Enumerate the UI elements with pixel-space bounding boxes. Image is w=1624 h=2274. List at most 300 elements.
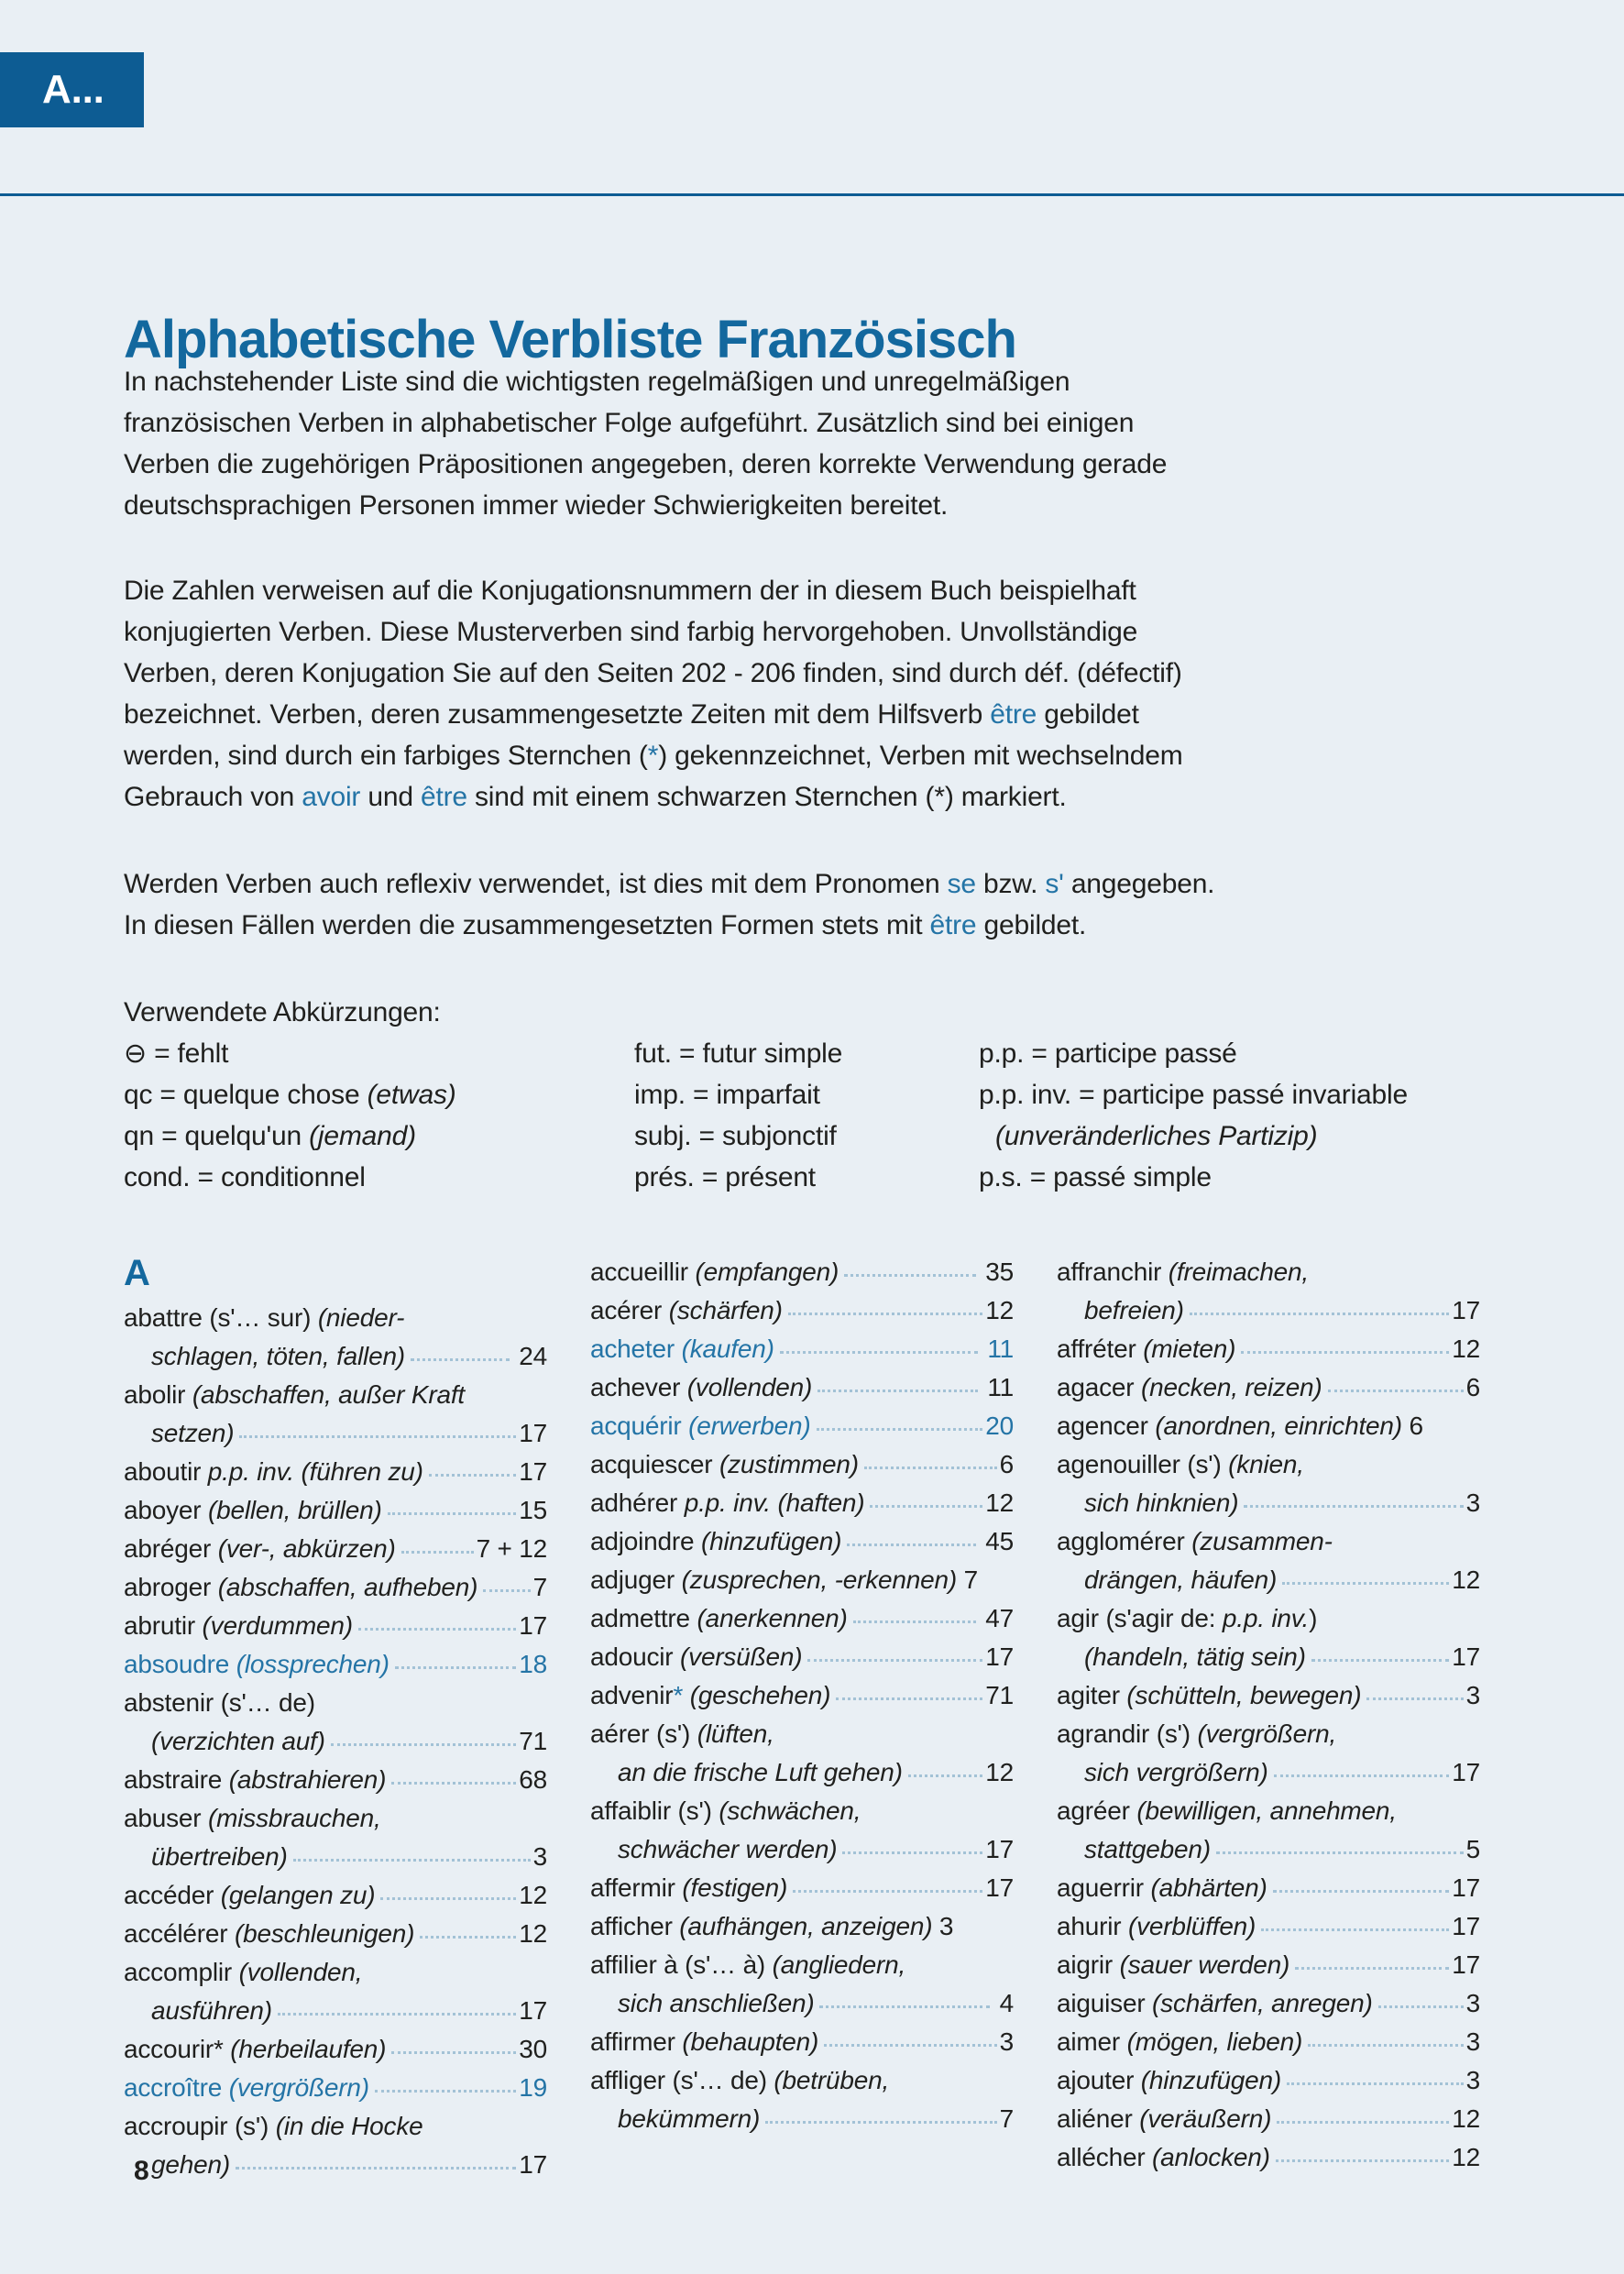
abbreviations-section xyxy=(124,992,1624,1198)
verb-entry xyxy=(1057,2023,1480,2061)
page-ref: 11 xyxy=(980,1373,1014,1401)
entry-text xyxy=(1057,1907,1256,1946)
dot-leader xyxy=(1308,2044,1463,2047)
entry-text xyxy=(124,1645,390,1684)
verb-entry xyxy=(590,1561,1014,1599)
entry-text xyxy=(1057,1869,1267,1907)
accent-text: être xyxy=(420,782,467,812)
verb-entry xyxy=(590,1869,1014,1907)
page-ref: 3 xyxy=(999,2027,1014,2056)
entry-text xyxy=(124,1453,423,1491)
entry-line xyxy=(590,1946,1014,1984)
dot-leader xyxy=(765,2121,996,2124)
abbr-column xyxy=(979,992,1624,1198)
text-segment: abréger xyxy=(124,1534,218,1563)
entry-text xyxy=(590,1522,841,1561)
entry-line xyxy=(590,2023,1014,2061)
entry-text xyxy=(590,2061,889,2100)
text-line xyxy=(124,361,1167,402)
entry-line xyxy=(124,1568,547,1607)
verb-entry xyxy=(590,1291,1014,1330)
text-segment: qn = quelqu'un xyxy=(124,1121,310,1151)
text-segment: an die frische Luft gehen) xyxy=(618,1758,903,1786)
dot-leader xyxy=(293,1859,531,1862)
text-segment: advenir xyxy=(590,1681,674,1709)
entry-text xyxy=(124,1530,396,1568)
entry-text xyxy=(1057,1984,1373,2023)
text-segment: (anlocken) xyxy=(1152,2143,1270,2171)
entry-line xyxy=(590,1407,1014,1445)
entry-line xyxy=(124,1607,547,1645)
verb-entry xyxy=(124,1684,547,1761)
entry-line xyxy=(590,1253,1014,1291)
entry-line xyxy=(124,1414,547,1453)
page-ref: 6 xyxy=(999,1450,1014,1478)
text-segment: (lüften, xyxy=(697,1719,774,1748)
verb-entry xyxy=(124,1645,547,1684)
entry-text xyxy=(1057,2023,1302,2061)
page-ref: 17 xyxy=(1452,1758,1480,1786)
text-segment: drängen, häufen) xyxy=(1084,1565,1278,1594)
dot-leader xyxy=(1328,1390,1464,1392)
page-ref: 12 xyxy=(1452,2104,1480,2133)
text-segment: agiter xyxy=(1057,1681,1127,1709)
verb-column xyxy=(590,1253,1014,2184)
text-segment: fut. = futur simple xyxy=(634,1038,843,1069)
accent-text: être xyxy=(990,699,1037,730)
text-segment: affaiblir (s') xyxy=(590,1796,719,1825)
abbr-column xyxy=(634,992,979,1198)
page-ref: 12 xyxy=(1452,1565,1480,1594)
entry-text xyxy=(590,1368,812,1407)
text-segment: (missbrauchen, xyxy=(208,1804,381,1832)
dot-leader xyxy=(1216,1851,1464,1854)
entry-line xyxy=(124,2146,547,2184)
verb-entry xyxy=(590,1907,1014,1946)
entry-line xyxy=(590,1599,1014,1638)
entry-text xyxy=(1057,1522,1333,1561)
dot-leader xyxy=(908,1774,982,1777)
entry-line xyxy=(1057,1561,1480,1599)
text-segment: p.p. = participe passé xyxy=(979,1038,1237,1069)
text-line xyxy=(124,444,1167,485)
entry-text xyxy=(124,1376,465,1414)
text-segment: affilier à (s'… à) xyxy=(590,1950,773,1979)
text-segment: (anerkennen) xyxy=(697,1604,848,1632)
text-segment: accéder xyxy=(124,1881,221,1909)
text-segment: (erwerben) xyxy=(688,1412,811,1440)
text-segment: schwächer werden) xyxy=(618,1835,838,1863)
text-segment: abstraire xyxy=(124,1765,229,1794)
page-ref: 47 xyxy=(978,1604,1014,1632)
verb-entry xyxy=(590,1599,1014,1638)
entry-line xyxy=(1057,1599,1480,1638)
entry-line xyxy=(590,1445,1014,1484)
verb-entry xyxy=(124,1876,547,1915)
verb-entry xyxy=(1057,1676,1480,1715)
text-segment: In diesen Fällen werden die zusammengesetzten Formen stets mit xyxy=(124,910,930,940)
text-segment: Die Zahlen verweisen auf die Konjugationsnummern der in diesem Buch beispielhaft xyxy=(124,576,1136,606)
entry-line xyxy=(590,1330,1014,1368)
dot-leader xyxy=(380,1897,516,1900)
text-segment: adhérer xyxy=(590,1489,685,1517)
page-ref: 7 xyxy=(999,2104,1014,2133)
text-segment: accomplir xyxy=(124,1958,239,1986)
entry-line xyxy=(1057,1407,1480,1445)
verb-entry xyxy=(124,1607,547,1645)
verb-column xyxy=(124,1253,547,2184)
dot-leader xyxy=(842,1851,982,1854)
text-segment: bzw. xyxy=(975,869,1046,899)
text-segment: (betrüben, xyxy=(774,2066,890,2094)
text-segment: setzen) xyxy=(151,1419,235,1447)
entry-text xyxy=(590,1407,811,1445)
verb-entry xyxy=(1057,1330,1480,1368)
text-segment: accélérer xyxy=(124,1919,235,1948)
entry-text xyxy=(590,1830,837,1869)
entry-line xyxy=(124,2030,547,2069)
dot-leader xyxy=(817,1390,978,1392)
entry-text xyxy=(1057,1291,1184,1330)
text-segment: (knien, xyxy=(1228,1450,1304,1478)
text-segment: admettre xyxy=(590,1604,697,1632)
page-ref: 17 xyxy=(519,1419,547,1447)
verb-list-section xyxy=(124,1253,1480,2184)
entry-text xyxy=(124,1992,272,2030)
text-segment: und xyxy=(360,782,421,812)
dot-leader xyxy=(819,2005,990,2008)
text-segment: ) gekennzeichnet, Verben mit wechselndem xyxy=(658,741,1183,771)
verb-entry xyxy=(124,1530,547,1568)
verb-entry xyxy=(590,1715,1014,1792)
entry-line xyxy=(1057,1253,1480,1291)
verb-entry xyxy=(590,2061,1014,2138)
verb-entry xyxy=(124,1376,547,1453)
text-segment: affréter xyxy=(1057,1335,1144,1363)
page-ref: 45 xyxy=(978,1527,1014,1555)
dot-leader xyxy=(278,2013,516,2016)
entry-line xyxy=(124,1530,547,1568)
entry-line xyxy=(590,1561,1014,1599)
text-segment: konjugierten Verben. Diese Musterverben sind farbig hervorgehoben. Unvollständige xyxy=(124,617,1138,647)
page-ref: 5 xyxy=(1465,1835,1480,1863)
text-line xyxy=(124,653,1183,694)
verb-entry xyxy=(590,1445,1014,1484)
verb-entry xyxy=(1057,1253,1480,1330)
section-tab-label: A... xyxy=(42,67,104,112)
entry-text xyxy=(124,1722,325,1761)
entry-line xyxy=(124,2069,547,2107)
text-segment: angegeben. xyxy=(1063,869,1215,899)
text-segment: agencer xyxy=(1057,1412,1156,1440)
text-segment: (necken, reizen) xyxy=(1141,1373,1322,1401)
page-ref: 7 xyxy=(532,1573,547,1601)
text-segment: aérer (s') xyxy=(590,1719,697,1748)
page-ref: 12 xyxy=(985,1296,1014,1324)
text-segment: acquiescer xyxy=(590,1450,719,1478)
text-segment: (festigen) xyxy=(682,1873,788,1902)
text-segment: agglomérer xyxy=(1057,1527,1192,1555)
dot-leader xyxy=(1273,1890,1450,1893)
verb-entry xyxy=(590,2023,1014,2061)
verb-entry xyxy=(590,1522,1014,1561)
text-segment: 3 xyxy=(932,1912,954,1940)
dot-leader xyxy=(420,1936,516,1939)
dot-leader xyxy=(375,2090,516,2093)
abbr-column xyxy=(124,992,634,1198)
page-ref: 24 xyxy=(511,1342,547,1370)
dot-leader xyxy=(836,1697,982,1700)
verb-entry xyxy=(590,1638,1014,1676)
text-segment: In nachstehender Liste sind die wichtigsten regelmäßigen und unregelmäßigen xyxy=(124,367,1070,397)
text-segment: (verdummen) xyxy=(202,1611,353,1640)
verb-entry xyxy=(1057,2100,1480,2138)
entry-text xyxy=(124,1915,414,1953)
verb-entry xyxy=(1057,1599,1480,1676)
dot-leader xyxy=(1366,1697,1463,1700)
dot-leader xyxy=(864,1467,997,1469)
entry-line xyxy=(590,1638,1014,1676)
text-segment: (veräußern) xyxy=(1139,2104,1272,2133)
text-segment: (handeln, tätig sein) xyxy=(1084,1642,1306,1671)
text-segment: acquérir xyxy=(590,1412,689,1440)
entry-text xyxy=(124,1337,405,1376)
accent-text: être xyxy=(929,910,977,940)
page-ref: 3 xyxy=(532,1842,547,1871)
text-line xyxy=(124,735,1183,776)
text-segment: (nieder- xyxy=(317,1303,405,1332)
abbreviations-header: Verwendete Abkürzungen: xyxy=(124,997,441,1027)
verb-entry xyxy=(124,1953,547,2030)
entry-line xyxy=(1057,1445,1480,1484)
dot-leader xyxy=(331,1743,516,1746)
entry-text xyxy=(590,1445,859,1484)
text-segment: (in die Hocke xyxy=(275,2112,423,2140)
text-segment: agréer xyxy=(1057,1796,1137,1825)
page-ref: 17 xyxy=(985,1835,1014,1863)
verb-entry xyxy=(1057,1407,1480,1445)
text-segment: 7 xyxy=(957,1565,978,1594)
entry-line xyxy=(1057,1792,1480,1830)
verb-entry xyxy=(1057,1869,1480,1907)
entry-line xyxy=(124,1645,547,1684)
entry-text xyxy=(124,1491,382,1530)
text-segment: sich vergrößern) xyxy=(1084,1758,1268,1786)
page-content xyxy=(124,0,1480,2274)
page-ref: 17 xyxy=(985,1642,1014,1671)
entry-text xyxy=(1057,2100,1271,2138)
text-segment: bezeichnet. Verben, deren zusammengesetzte Zeiten mit dem Hilfsverb xyxy=(124,699,991,730)
entry-line xyxy=(124,1722,547,1761)
entry-text xyxy=(1057,1946,1289,1984)
text-segment: adjoindre xyxy=(590,1527,701,1555)
page-number: 8 xyxy=(134,2156,149,2186)
entry-text xyxy=(590,1638,802,1676)
dot-leader xyxy=(870,1505,982,1508)
entry-line xyxy=(590,1984,1014,2023)
dot-leader xyxy=(1282,1582,1449,1585)
text-segment: deutschsprachigen Personen immer wieder Schwierigkeiten bereitet. xyxy=(124,490,949,521)
text-segment: affliger (s'… de) xyxy=(590,2066,774,2094)
dot-leader xyxy=(1261,1928,1449,1931)
page-ref: 12 xyxy=(519,1881,547,1909)
page-title: Alphabetische Verbliste Französisch xyxy=(124,309,1016,369)
abbr-row xyxy=(124,1157,634,1198)
abbr-row xyxy=(979,1074,1624,1115)
text-segment: aimer xyxy=(1057,2027,1127,2056)
entry-text xyxy=(1057,1753,1268,1792)
entry-line xyxy=(590,1715,1014,1753)
entry-text xyxy=(1057,1792,1397,1830)
text-segment: affranchir xyxy=(1057,1258,1169,1286)
text-segment: (etwas) xyxy=(367,1080,456,1110)
text-segment: (sauer werden) xyxy=(1119,1950,1290,1979)
verb-entry xyxy=(1057,1907,1480,1946)
section-letter: A xyxy=(124,1253,150,1293)
section-tab xyxy=(0,52,144,127)
text-segment: acheter xyxy=(590,1335,682,1363)
text-line xyxy=(124,905,1214,946)
dot-leader xyxy=(395,1666,516,1669)
entry-text xyxy=(124,1684,315,1722)
text-segment: aigrir xyxy=(1057,1950,1120,1979)
dot-leader xyxy=(1274,1774,1450,1777)
dot-leader xyxy=(391,1782,516,1785)
verb-entry xyxy=(1057,1715,1480,1792)
text-segment: (schütteln, bewegen) xyxy=(1126,1681,1362,1709)
text-segment: accourir xyxy=(124,2035,214,2063)
text-segment: agenouiller (s') xyxy=(1057,1450,1229,1478)
text-segment: (kaufen) xyxy=(681,1335,774,1363)
text-segment: sich hinknien) xyxy=(1084,1489,1239,1517)
entry-line xyxy=(590,2100,1014,2138)
abbr-row xyxy=(979,1033,1624,1074)
text-segment: (abschaffen, außer Kraft xyxy=(192,1380,466,1409)
text-segment: befreien) xyxy=(1084,1296,1184,1324)
entry-line xyxy=(124,2107,547,2146)
entry-line xyxy=(1057,1291,1480,1330)
page-ref: 17 xyxy=(519,1611,547,1640)
abbr-row xyxy=(979,1115,1624,1157)
page-ref: 20 xyxy=(985,1412,1014,1440)
text-segment: abolir xyxy=(124,1380,192,1409)
verb-entry xyxy=(590,1253,1014,1291)
accent-text: s' xyxy=(1045,869,1064,899)
text-line xyxy=(124,863,1214,905)
entry-text xyxy=(590,1715,774,1753)
dot-leader xyxy=(807,1659,982,1662)
text-segment: (vergrößern, xyxy=(1197,1719,1337,1748)
dot-leader xyxy=(847,1543,975,1546)
entry-line xyxy=(1057,2023,1480,2061)
text-segment: (versüßen) xyxy=(680,1642,803,1671)
entry-text xyxy=(590,2100,760,2138)
abbr-row xyxy=(634,1157,979,1198)
text-segment: (beschleunigen) xyxy=(234,1919,415,1948)
entry-line xyxy=(1057,1907,1480,1946)
text-segment: imp. = imparfait xyxy=(634,1080,820,1110)
text-segment: ajouter xyxy=(1057,2066,1141,2094)
text-segment: (geschehen) xyxy=(689,1681,831,1709)
dot-leader xyxy=(844,1274,976,1277)
verb-column xyxy=(1057,1253,1480,2184)
entry-line xyxy=(1057,1638,1480,1676)
entry-line xyxy=(124,1915,547,1953)
text-segment: aguerrir xyxy=(1057,1873,1151,1902)
page-ref: 18 xyxy=(519,1650,547,1678)
page-ref: 3 xyxy=(1465,1989,1480,2017)
page-ref: 12 xyxy=(985,1489,1014,1517)
entry-line xyxy=(590,2061,1014,2100)
text-segment: agrandir (s') xyxy=(1057,1719,1198,1748)
entry-line xyxy=(590,1907,1014,1946)
page-ref: 17 xyxy=(1452,1873,1480,1902)
page-ref: 4 xyxy=(993,1989,1014,2017)
abbr-row xyxy=(124,1033,634,1074)
text-segment: (lossprechen) xyxy=(236,1650,390,1678)
text-segment: übertreiben) xyxy=(151,1842,288,1871)
text-segment xyxy=(683,1681,690,1709)
verb-entry xyxy=(1057,1445,1480,1522)
entry-line xyxy=(1057,1869,1480,1907)
text-segment: Werden Verben auch reflexiv verwendet, ist dies mit dem Pronomen xyxy=(124,869,948,899)
entry-line xyxy=(124,1299,547,1337)
text-segment: p.p. inv. (führen zu) xyxy=(207,1457,423,1486)
verb-entry xyxy=(124,1491,547,1530)
intro-paragraph xyxy=(124,863,1214,946)
text-segment: (mieten) xyxy=(1143,1335,1236,1363)
text-segment: (schärfen, anregen) xyxy=(1152,1989,1373,2017)
entry-text xyxy=(1057,1407,1423,1445)
entry-line xyxy=(124,1376,547,1414)
abbr-row xyxy=(124,1115,634,1157)
entry-line xyxy=(124,1761,547,1799)
verb-entry xyxy=(124,1299,547,1376)
text-segment: absoudre xyxy=(124,1650,236,1678)
dot-leader xyxy=(358,1628,516,1631)
text-segment: agir (s'agir de: xyxy=(1057,1604,1223,1632)
text-line xyxy=(124,694,1183,735)
entry-text xyxy=(590,1869,787,1907)
dot-leader xyxy=(1277,2121,1449,2124)
dot-leader xyxy=(853,1620,976,1623)
text-segment: (aufhängen, anzeigen) xyxy=(679,1912,933,1940)
text-segment: (ver-, abkürzen) xyxy=(217,1534,396,1563)
text-segment: (vollenden) xyxy=(686,1373,813,1401)
entry-line xyxy=(1057,1830,1480,1869)
text-segment: (vergrößern) xyxy=(228,2073,369,2102)
entry-text xyxy=(1057,1253,1309,1291)
entry-line xyxy=(124,1838,547,1876)
text-segment: gehen) xyxy=(151,2150,230,2179)
entry-text xyxy=(124,1568,477,1607)
text-segment: sind mit einem schwarzen Sternchen (*) markiert. xyxy=(466,782,1067,812)
text-segment: accroître xyxy=(124,2073,229,2102)
entry-text xyxy=(1057,1368,1322,1407)
entry-text xyxy=(124,2030,386,2069)
dot-leader xyxy=(483,1589,530,1592)
text-segment: adoucir xyxy=(590,1642,681,1671)
entry-line xyxy=(1057,1984,1480,2023)
dot-leader xyxy=(1190,1313,1450,1315)
text-segment: (jemand) xyxy=(309,1121,416,1151)
text-segment: p.p. inv. (haften) xyxy=(684,1489,865,1517)
page-ref: 17 xyxy=(1452,1912,1480,1940)
text-segment: sich anschließen) xyxy=(618,1989,815,2017)
entry-text xyxy=(124,1876,375,1915)
entry-line xyxy=(1057,1330,1480,1368)
dot-leader xyxy=(429,1474,517,1477)
